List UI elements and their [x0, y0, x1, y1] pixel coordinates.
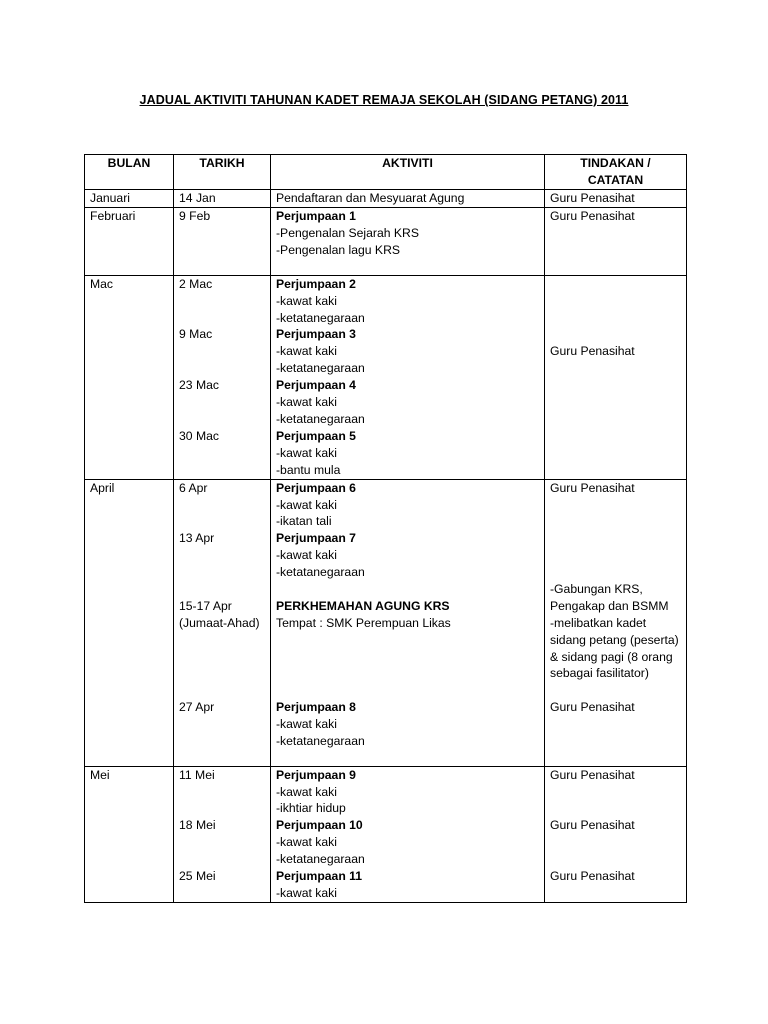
cell-bulan: Mei [85, 766, 174, 902]
cell-aktiviti: Perjumpaan 1 -Pengenalan Sejarah KRS -Pengenalan lagu KRS [271, 207, 545, 275]
cell-aktiviti: Perjumpaan 9 -kawat kaki -ikhtiar hidup Perjumpaan 10 -kawat kaki -ketatanegaraan Perjumpaan 11 -kawat kaki [271, 766, 545, 902]
table-row-mac [85, 275, 687, 479]
cell-tindakan: Guru Penasihat Guru Penasihat Guru Penasihat [545, 766, 687, 902]
cell-tindakan: Guru Penasihat -Gabungan KRS, Pengakap dan BSMM -melibatkan kadet sidang petang (peserta) & sidang pagi (8 orang sebagai fasilitator) Guru Penasihat [545, 479, 687, 766]
table-header-row [85, 155, 687, 190]
cell-tindakan: Guru Penasihat [545, 275, 687, 479]
document-title: JADUAL AKTIVITI TAHUNAN KADET REMAJA SEKOLAH (SIDANG PETANG) 2011 [139, 93, 629, 107]
cell-bulan: April [85, 479, 174, 766]
cell-bulan: Mac [85, 275, 174, 479]
cell-tarikh: 6 Apr 13 Apr 15-17 Apr (Jumaat-Ahad) 27 Apr [174, 479, 271, 766]
cell-tindakan: Guru Penasihat [545, 207, 687, 275]
header-bulan: BULAN [85, 155, 174, 190]
cell-bulan: Februari [85, 207, 174, 275]
cell-bulan: Januari [85, 189, 174, 207]
cell-tarikh: 2 Mac 9 Mac 23 Mac 30 Mac [174, 275, 271, 479]
table-row-april [85, 479, 687, 766]
cell-tarikh: 9 Feb [174, 207, 271, 275]
cell-tarikh: 14 Jan [174, 189, 271, 207]
cell-aktiviti: Perjumpaan 6 -kawat kaki -ikatan tali Perjumpaan 7 -kawat kaki -ketatanegaraan PERKHEMAHAN AGUNG KRS Tempat : SMK Perempuan Likas Perjumpaan 8 -kawat kaki -ketatanegaraan [271, 479, 545, 766]
table-row-februari [85, 207, 687, 275]
header-aktiviti: AKTIVITI [271, 155, 545, 190]
cell-tarikh: 11 Mei 18 Mei 25 Mei [174, 766, 271, 902]
header-tindakan: TINDAKAN / CATATAN [545, 155, 687, 190]
activity-table [84, 154, 687, 903]
header-tarikh: TARIKH [174, 155, 271, 190]
cell-aktiviti: Perjumpaan 2 -kawat kaki -ketatanegaraan Perjumpaan 3 -kawat kaki -ketatanegaraan Perjumpaan 4 -kawat kaki -ketatanegaraan Perjumpaan 5 -kawat kaki -bantu mula [271, 275, 545, 479]
table-row-januari [85, 189, 687, 207]
cell-aktiviti: Pendaftaran dan Mesyuarat Agung [271, 189, 545, 207]
table-row-mei [85, 766, 687, 902]
cell-tindakan: Guru Penasihat [545, 189, 687, 207]
